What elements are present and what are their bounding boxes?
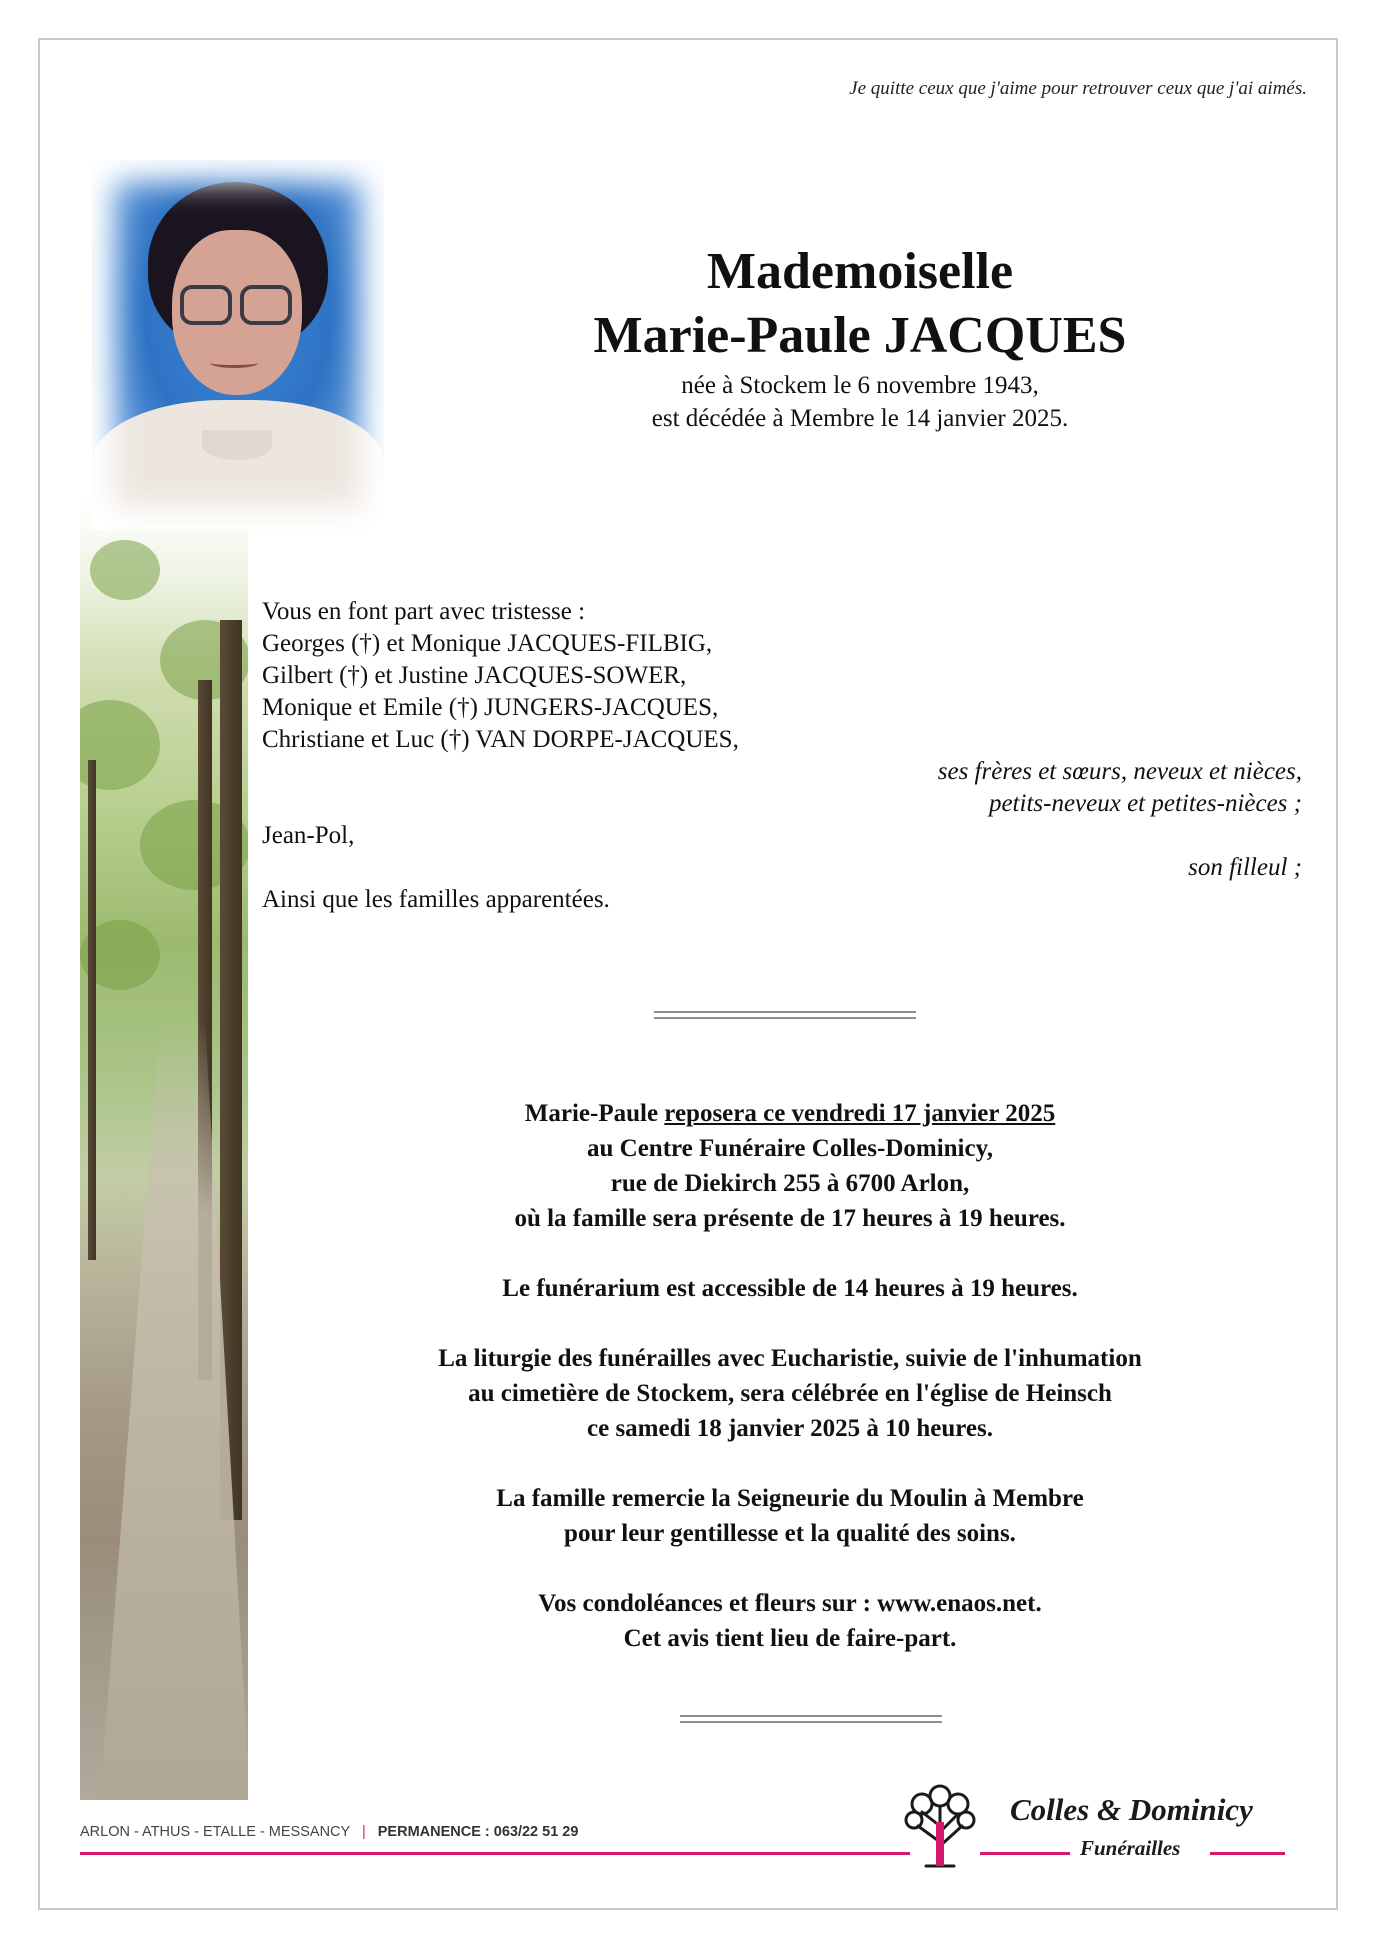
relation-siblings: ses frères et sœurs, neveux et nièces, [937, 758, 1302, 785]
tree-icon [888, 1782, 988, 1870]
notice-line: Cet avis tient lieu de faire-part. [623, 1625, 957, 1652]
condolences-line: Vos condoléances et fleurs sur : www.enaos.net. [538, 1590, 1042, 1617]
rest-date: reposera ce vendredi 17 janvier 2025 [664, 1100, 1056, 1127]
deceased-header [440, 240, 1280, 434]
epigraph: Je quitte ceux que j'aime pour retrouver ceux que j'ai aimés. [849, 78, 1307, 99]
footer-separator: | [361, 1824, 366, 1840]
brand-name: Colles & Dominicy [1010, 1792, 1253, 1827]
family-member: Georges (†) et Monique JACQUES-FILBIG, [262, 630, 713, 657]
thanks-line: La famille remercie la Seigneurie du Moulin à Membre [496, 1485, 1084, 1512]
liturgy-line: La liturgie des funérailles avec Eucharistie, suivie de l'inhumation [438, 1345, 1142, 1372]
liturgy-line: ce samedi 18 janvier 2025 à 10 heures. [587, 1415, 993, 1442]
death-line: est décédée à Membre le 14 janvier 2025. [651, 405, 1069, 432]
birth-line: née à Stockem le 6 novembre 1943, [681, 372, 1039, 399]
relation-grandchildren: petits-neveux et petites-nièces ; [988, 790, 1302, 817]
liturgy-line: au cimetière de Stockem, sera célébrée en l'église de Heinsch [468, 1380, 1112, 1407]
family-member: Gilbert (†) et Justine JACQUES-SOWER, [262, 662, 687, 689]
divider [680, 1715, 942, 1723]
rest-name: Marie-Paule [524, 1100, 665, 1127]
deceased-name: Marie-Paule JACQUES [593, 307, 1127, 364]
footer-accent-line [80, 1852, 910, 1855]
announcement-closing: Ainsi que les familles apparentées. [262, 886, 610, 913]
rest-address: rue de Diekirch 255 à 6700 Arlon, [610, 1170, 970, 1197]
rest-place: au Centre Funéraire Colles-Dominicy, [587, 1135, 993, 1162]
portrait-photo [92, 160, 384, 530]
godson-name: Jean-Pol, [262, 822, 355, 849]
footer-contact [80, 1824, 578, 1840]
forest-path-photo [80, 500, 248, 1800]
brand-subtitle: Funérailles [1080, 1836, 1181, 1860]
ceremony-info [290, 1096, 1290, 1691]
family-announcement [262, 596, 1302, 916]
announcement-intro: Vous en font part avec tristesse : [262, 598, 586, 625]
thanks-line: pour leur gentillesse et la qualité des soins. [564, 1520, 1016, 1547]
divider [654, 1011, 916, 1019]
footer-locations: ARLON - ATHUS - ETALLE - MESSANCY [80, 1824, 350, 1840]
relation-godson: son filleul ; [1188, 854, 1302, 881]
access-hours: Le funérarium est accessible de 14 heures à 19 heures. [502, 1275, 1078, 1302]
footer-permanence: PERMANENCE : 063/22 51 29 [377, 1824, 579, 1840]
family-member: Christiane et Luc (†) VAN DORPE-JACQUES, [262, 726, 739, 753]
family-member: Monique et Emile (†) JUNGERS-JACQUES, [262, 694, 719, 721]
honorific: Mademoiselle [706, 243, 1014, 300]
funeral-home-logo [880, 1782, 1300, 1872]
rest-hours: où la famille sera présente de 17 heures à 19 heures. [514, 1205, 1066, 1232]
